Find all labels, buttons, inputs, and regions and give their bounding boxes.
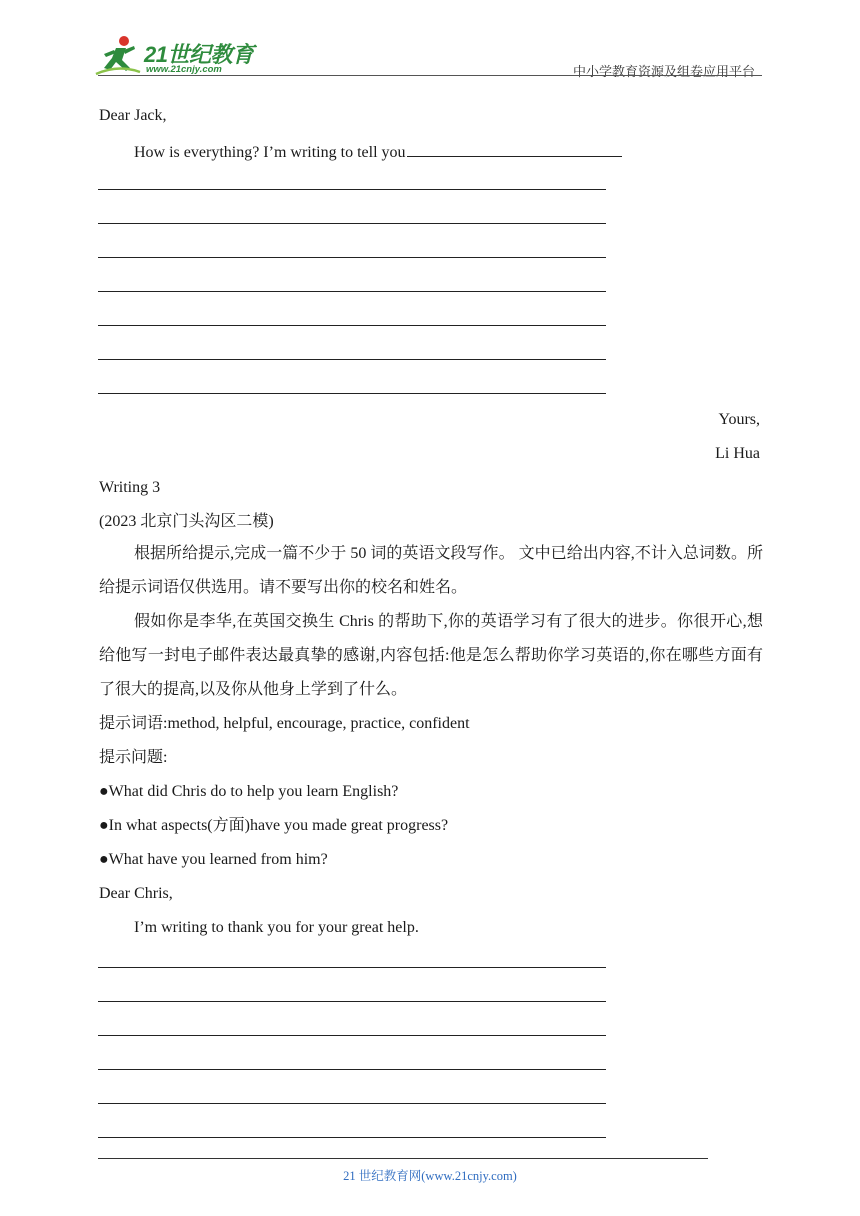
footer-text: 21 世纪教育网(www.21cnjy.com) [343,1169,517,1183]
letter1-opening-line [134,140,622,163]
letter1-writing-line-5[interactable] [98,325,606,326]
letter1-signature: Li Hua [715,445,760,462]
letter2-writing-line-4[interactable] [98,1069,606,1070]
letter1-writing-line-1[interactable] [98,189,606,190]
header-divider [98,75,762,76]
letter2-salutation: Dear Chris, [99,885,173,902]
writing3-title: Writing 3 [99,479,161,496]
writing3-question-2: ●In what aspects(方面)have you made great progress? [99,817,449,834]
letter2-writing-line-6[interactable] [98,1137,606,1138]
letter1-salutation: Dear Jack, [99,107,167,124]
writing3-keywords: 提示词语:method, helpful, encourage, practice, confident [99,715,470,732]
logo-url: www.21cnjy.com [146,64,222,75]
letter1-writing-line-2[interactable] [98,223,606,224]
letter2-writing-line-5[interactable] [98,1103,606,1104]
writing3-question-1: ●What did Chris do to help you learn English? [99,783,399,800]
writing3-questions-label: 提示问题: [99,749,168,766]
footer-divider [98,1158,708,1159]
runner-logo-icon [94,34,142,78]
letter1-writing-line-3[interactable] [98,257,606,258]
letter2-writing-line-1[interactable] [98,967,606,968]
site-logo [94,34,264,78]
letter2-opening: I’m writing to thank you for your great help. [134,919,419,936]
letter1-writing-line-4[interactable] [98,291,606,292]
letter1-closing: Yours, [718,411,760,428]
letter2-writing-line-3[interactable] [98,1035,606,1036]
header-platform-name: 中小学教育资源及组卷应用平台 [572,65,755,80]
letter1-writing-line-6[interactable] [98,359,606,360]
writing3-source: (2023 北京门头沟区二模) [99,513,274,530]
writing3-scenario: 假如你是李华,在英国交换生 Chris 的帮助下,你的英语学习有了很大的进步。你很开心,想给他写一封电子邮件表达最真挚的感谢,内容包括:他是怎么帮助你学习英语的,你在哪些方面有了很大的提高,以及你从他身上学到了什么。 [99,613,763,698]
writing3-question-3: ●What have you learned from him? [99,851,328,868]
letter2-writing-line-2[interactable] [98,1001,606,1002]
logo-text: 21世纪教育 [144,42,254,67]
letter1-opening: How is everything? I’m writing to tell you [134,144,406,161]
letter1-opening-blank[interactable] [407,140,622,157]
writing3-instruction: 根据所给提示,完成一篇不少于 50 词的英语文段写作。 文中已给出内容,不计入总词数。所给提示词语仅供选用。请不要写出你的校名和姓名。 [99,545,763,596]
letter1-writing-line-7[interactable] [98,393,606,394]
